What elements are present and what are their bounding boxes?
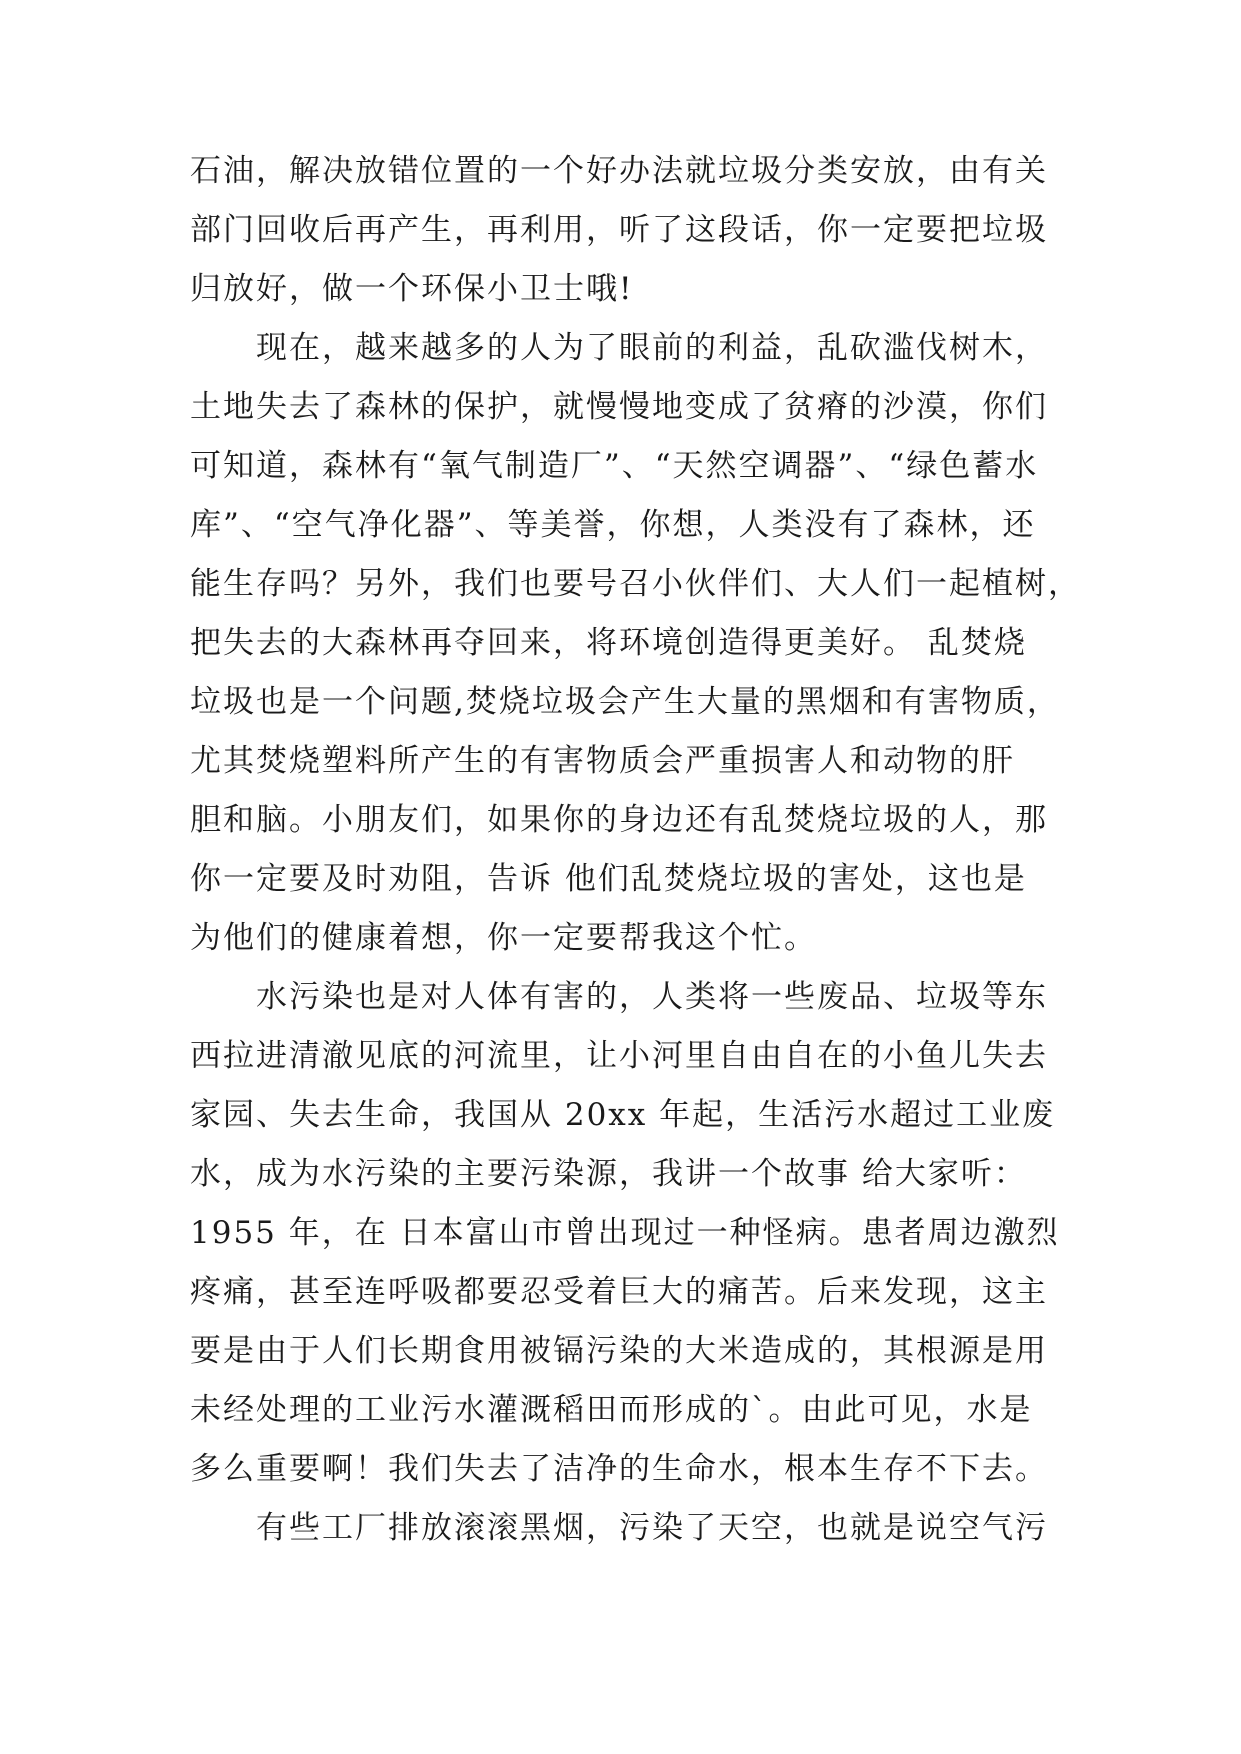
text-line: 能生存吗？另外，我们也要号召小伙伴们、大人们一起植树， <box>190 566 1081 602</box>
text-line: 尤其焚烧塑料所产生的有害物质会严重损害人和动物的肝 <box>190 743 1015 779</box>
text-line: 归放好，做一个环保小卫士哦! <box>190 271 634 307</box>
text-line: 1955 年，在 日本富山市曾出现过一种怪病。患者周边激烈 <box>190 1215 1060 1251</box>
paragraph-first-line: 水污染也是对人体有害的，人类将一些废品、垃圾等东 <box>256 979 1048 1015</box>
text-line: 水，成为水污染的主要污染源，我讲一个故事 给大家听： <box>190 1156 1027 1192</box>
text-line: 西拉进清澈见底的河流里，让小河里自由自在的小鱼儿失去 <box>190 1038 1048 1074</box>
paragraph-first-line: 有些工厂排放滚滚黑烟，污染了天空，也就是说空气污 <box>256 1510 1048 1546</box>
text-line: 部门回收后再产生，再利用，听了这段话，你一定要把垃圾 <box>190 212 1048 248</box>
paragraph-first-line: 现在，越来越多的人为了眼前的利益，乱砍滥伐树木， <box>256 330 1048 366</box>
text-line: 家园、失去生命，我国从 20xx 年起，生活污水超过工业废 <box>190 1097 1056 1133</box>
text-line: 多么重要啊！我们失去了洁净的生命水，根本生存不下去。 <box>190 1451 1048 1487</box>
text-line: 疼痛，甚至连呼吸都要忍受着巨大的痛苦。后来发现，这主 <box>190 1274 1048 1310</box>
text-line: 胆和脑。小朋友们，如果你的身边还有乱焚烧垃圾的人，那 <box>190 802 1048 838</box>
text-line: 为他们的健康着想，你一定要帮我这个忙。 <box>190 920 817 956</box>
text-line: 可知道，森林有“氧气制造厂”、“天然空调器”、“绿色蓄水 <box>190 448 1039 484</box>
text-line: 要是由于人们长期食用被镉污染的大米造成的，其根源是用 <box>190 1333 1048 1369</box>
document-page <box>190 142 1081 1558</box>
text-line: 石油，解决放错位置的一个好办法就垃圾分类安放，由有关 <box>190 153 1048 189</box>
text-line: 你一定要及时劝阻，告诉 他们乱焚烧垃圾的害处，这也是 <box>190 861 1027 897</box>
text-line: 垃圾也是一个问题,焚烧垃圾会产生大量的黑烟和有害物质， <box>190 684 1060 720</box>
text-line: 把失去的大森林再夺回来，将环境创造得更美好。 乱焚烧 <box>190 625 1027 661</box>
text-line: 土地失去了森林的保护，就慢慢地变成了贫瘠的沙漠，你们 <box>190 389 1048 425</box>
text-line: 库”、“空气净化器”、等美誉，你想，人类没有了森林，还 <box>190 507 1036 543</box>
text-line: 未经处理的工业污水灌溉稻田而形成的`。由此可见，水是 <box>190 1392 1033 1428</box>
